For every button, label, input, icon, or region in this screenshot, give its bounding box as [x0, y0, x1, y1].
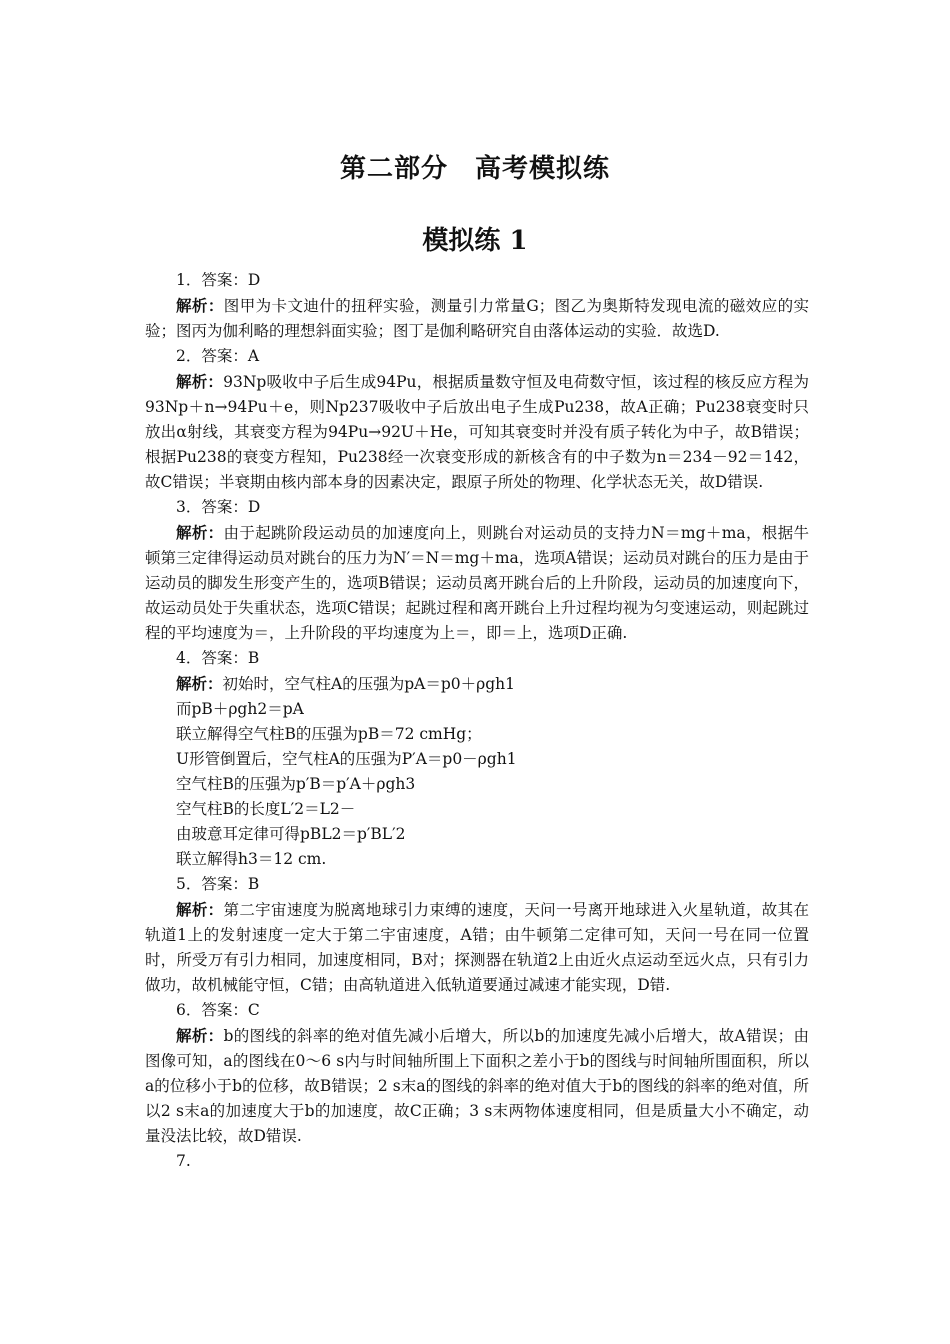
answer-2: 2．答案：A: [176, 347, 260, 365]
answer-1: 1．答案：D: [176, 271, 261, 289]
explanation-4-line-1: 解析：初始时，空气柱A的压强为pA＝p0＋ρgh1: [176, 674, 515, 693]
document-body: [145, 268, 809, 1174]
explanation-2: 解析：93Np吸收中子后生成94Pu，根据质量数守恒及电荷数守恒，该过程的核反应方程为93Np＋n→94Pu＋e，则Np237吸收中子后放出电子生成Pu238，故A正确；Pu238衰变时只放出α射线，其衰变方程为94Pu→92U＋He，可知其衰变时并没有质子转化为中子，故B错误；根据Pu238的衰变方程知，Pu238经一次衰变形成的新核含有的中子数为n＝234－92＝142，故C错误；半衰期由核内部本身的因素决定，跟原子所处的物理、化学状态无关，故D错误.: [145, 372, 809, 491]
answer-4: 4．答案：B: [176, 649, 260, 667]
explanation-4-line-3: 联立解得空气柱B的压强为pB＝72 cmHg；: [176, 725, 482, 743]
explanation-6: 解析：b的图线的斜率的绝对值先减小后增大，所以b的加速度先减小后增大，故A错误；由图像可知，a的图线在0～6 s内与时间轴所围上下面积之差小于b的图线与时间轴所围面积，所以a的位移小于b的位移，故B错误；2 s末a的图线的斜率的绝对值大于b的图线的斜率的绝对值，所以2 s末a的加速度大于b的加速度，故C正确；3 s末两物体速度相同，但是质量大小不确定，动量没法比较，故D错误.: [145, 1026, 809, 1145]
answer-6: 6．答案：C: [176, 1001, 260, 1019]
explanation-5: 解析：第二宇宙速度为脱离地球引力束缚的速度，天问一号离开地球进入火星轨道，故其在轨道1上的发射速度一定大于第二宇宙速度，A错；由牛顿第二定律可知，天问一号在同一位置时，所受万有引力相同，加速度相同，B对；探测器在轨道2上由近火点运动至远火点，只有引力做功，故机械能守恒，C错；由高轨道进入低轨道要通过减速才能实现，D错.: [145, 900, 809, 994]
answer-3: 3．答案：D: [176, 498, 261, 516]
answer-5: 5．答案：B: [176, 875, 260, 893]
explanation-3: 解析：由于起跳阶段运动员的加速度向上，则跳台对运动员的支持力N＝mg＋ma，根据牛顿第三定律得运动员对跳台的压力为N′＝N＝mg＋ma，选项A错误；运动员对跳台的压力是由于运动员的脚发生形变产生的，选项B错误；运动员离开跳台后的上升阶段，运动员的加速度向下，故运动员处于失重状态，选项C错误；起跳过程和离开跳台上升过程均视为匀变速运动，则起跳过程的平均速度为＝，上升阶段的平均速度为上＝，即＝上，选项D正确.: [145, 523, 809, 642]
exercise-title: 模拟练 1: [422, 226, 528, 256]
explanation-1: 解析：图甲为卡文迪什的扭秤实验，测量引力常量G；图乙为奥斯特发现电流的磁效应的实验；图丙为伽利略的理想斜面实验；图丁是伽利略研究自由落体运动的实验．故选D.: [145, 296, 809, 340]
explanation-4-line-2: 而pB＋ρgh2＝pA: [176, 700, 304, 718]
explanation-4-line-7: 由玻意耳定律可得pBL2＝p′BL′2: [176, 825, 406, 843]
explanation-4-line-5: 空气柱B的压强为p′B＝p′A＋ρgh3: [176, 775, 416, 793]
explanation-4-line-8: 联立解得h3＝12 cm.: [176, 850, 327, 868]
section-title: 第二部分 高考模拟练: [339, 154, 610, 184]
question-7-number: 7.: [176, 1152, 191, 1170]
explanation-4-line-6: 空气柱B的长度L′2＝L2－: [176, 800, 356, 818]
explanation-4-line-4: U形管倒置后，空气柱A的压强为P′A＝p0－ρgh1: [176, 750, 517, 768]
